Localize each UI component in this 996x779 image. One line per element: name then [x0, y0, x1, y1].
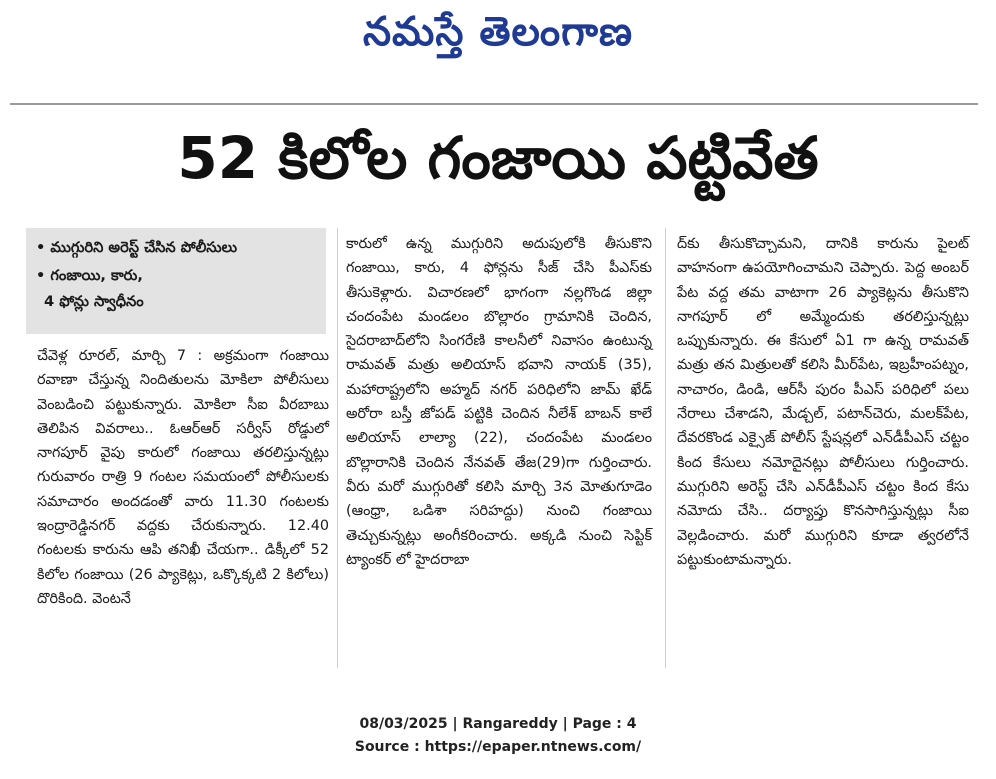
page-headline: 52 కిలోల గంజాయి పట్టివేత: [177, 124, 819, 192]
article-column-3: ద్‌కు తీసుకొచ్చామని, దానికి కారును పైలట్ వాహనంగా ఉపయోగించామని చెప్పారు. పెద్ద అంబర్ పేట వద్ద తమ వాటాగా 26 ప్యాకెట్లను తీసుకొని నాగపూర్ లో అమ్మేందుకు తరలిస్తున్నట్లు ఒప్పుకున్నారు. ఈ కేసులో ఏ1 గా ఉన్న రామవత్ మత్రు తన మిత్రులతో కలిసి మీర్‌పేట, ఇబ్రహీంపట్నం, నాచారం, డిండి, ఆర్‌సీ పురం పీఎస్ పరిధిలో పలు నేరాలు చేశాడని, మేడ్చల్, పటాన్‌చెరు, మలక్‌పేట, దేవరకొండ ఎక్సైజ్ పోలీస్ స్టేషన్లలో ఎన్‌డీపీఎస్ చట్టం కింద కేసులు నమోదైనట్లు పోలీసులు గుర్తించారు. ముగ్గురిని అరెస్ట్ చేసి ఎన్‌డీపీఎస్ చట్టం కింద కేసు నమోదు చేసి.. దర్యాప్తు కొనసాగిస్తున్నట్లు సీఐ వెల్లడించారు. మరో ముగ్గురిని కూడా త్వరలోనే పట్టుకుంటామన్నారు.: [677, 236, 969, 568]
footer-source: Source : https://epaper.ntnews.com/: [354, 739, 642, 755]
masthead-divider: [10, 103, 978, 105]
highlight-item: • ముగ్గురిని అరెస్ట్ చేసిన పోలీసులు: [36, 239, 237, 256]
highlight-item: • గంజాయి, కారు,: [36, 267, 143, 284]
article-column-1: చేవెళ్ల రూరల్, మార్చి 7 : అక్రమంగా గంజాయి రవాణా చేస్తున్న నిందితులను మోకిలా పోలీసులు వెంబడించి పట్టుకున్నారు. మోకిలా సీఐ వీరబాబు తెలిపిన వివరాలు.. ఓఆర్ఆర్ సర్వీస్ రోడ్డులో నాగపూర్ వైపు కారులో గంజాయి తరలిస్తున్నట్లు గురువారం రాత్రి 9 గంటల సమయంలో పోలీసులకు సమాచారం అందడంతో వారు 11.30 గంటలకు ఇంద్రారెడ్డినగర్ వద్దకు చేరుకున్నారు. 12.40 గంటలకు కారును ఆపి తనిఖీ చేయగా.. డిక్కీలో 52 కిలోల గంజాయి (26 ప్యాకెట్లు, ఒక్కొక్కటి 2 కిలోలు) దొరికింది. వెంటనే: [37, 348, 329, 607]
footer-date-edition: 08/03/2025 | Rangareddy | Page : 4: [359, 716, 637, 732]
highlights-box: [26, 228, 326, 334]
article-column-2: కారులో ఉన్న ముగ్గురిని అదుపులోకి తీసుకొని గంజాయి, కారు, 4 ఫోన్లను సీజ్ చేసి పీఎస్‌కు తీసుకెళ్లారు. విచారణలో భాగంగా నల్లగొండ జిల్లా చందంపేట మండలం బొల్లారం గ్రామానికి చెందిన, సైదరాబాద్‌లోని సింగరేణి కాలనీలో నివాసం ఉంటున్న రామవత్ మత్రు అలియాస్ భవాని నాయక్ (35), మహారాష్ట్రలోని అహ్మద్ నగర్ పరిధిలోని జామ్ ఖేడ్ అరోరా బస్తీ జోపడ్ పట్టికి చెందిన నీలేశ్ బాబన్ కాలే అలియాస్ లాల్యా (22), చందంపేట మండలం బొల్లారానికి చెందిన నేనవత్ తేజ(29)గా గుర్తించారు. వీరు మరో ముగ్గురితో కలిసి మార్చి 3న మోతుగూడెం (ఆంధ్రా, ఒడిశా సరిహద్దు) నుంచి గంజాయి తెచ్చుకున్నట్లు అంగీకరించారు. అక్కడి నుంచి సెప్టిక్ ట్యాంకర్ లో హైదరాబా: [346, 236, 652, 568]
masthead-title: నమస్తే తెలంగాణ: [362, 8, 634, 55]
highlight-item: 4 ఫోన్లు స్వాధీనం: [44, 293, 144, 310]
masthead-logo: [0, 8, 996, 65]
column-divider: [337, 228, 338, 668]
column-divider: [665, 228, 666, 668]
